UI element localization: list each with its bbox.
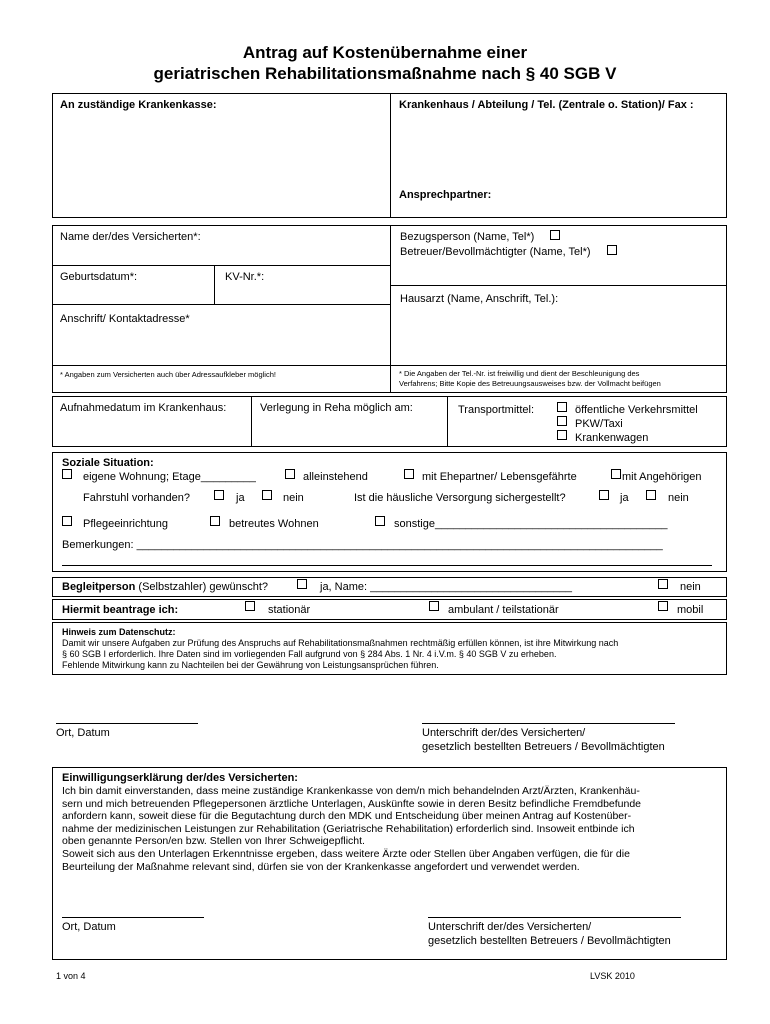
consent-line: oben genannte Person/en bzw. Stellen von Ihrer Schweigepflicht. bbox=[62, 835, 365, 848]
ehepartner-checkbox[interactable] bbox=[404, 469, 414, 479]
begleitperson-ja-label: ja, Name: _________________________________ bbox=[320, 581, 573, 593]
eigene-wohnung-label: eigene Wohnung; Etage_________ bbox=[83, 471, 256, 483]
form-code: LVSK 2010 bbox=[590, 971, 635, 981]
anschrift-label: Anschrift/ Kontaktadresse* bbox=[60, 313, 190, 325]
sonstige-checkbox[interactable] bbox=[375, 516, 385, 526]
unterschrift-label-2: gesetzlich bestellten Betreuers / Bevollmächtigten bbox=[422, 741, 665, 753]
stationaer-label: stationär bbox=[268, 604, 311, 616]
fahrstuhl-nein-checkbox[interactable] bbox=[262, 490, 272, 500]
hausarzt-field[interactable] bbox=[395, 308, 723, 362]
unterschrift-label-2b: gesetzlich bestellten Betreuers / Bevollmächtigten bbox=[428, 935, 671, 947]
divider bbox=[251, 396, 252, 447]
ambulant-checkbox[interactable] bbox=[429, 601, 439, 611]
ambulant-label: ambulant / teilstationär bbox=[448, 604, 559, 616]
bemerkungen-label: Bemerkungen: ______________________________________________________________________________________ bbox=[62, 539, 663, 551]
unterschrift-field[interactable] bbox=[422, 706, 675, 722]
beantrage-label: Hiermit beantrage ich: bbox=[62, 604, 179, 616]
divider bbox=[52, 365, 727, 366]
bezugsperson-checkbox[interactable] bbox=[550, 230, 560, 240]
footnote-right-1: * Die Angaben der Tel.-Nr. ist freiwillig und dient der Beschleunigung des bbox=[399, 369, 640, 378]
pflegeeinrichtung-checkbox[interactable] bbox=[62, 516, 72, 526]
divider bbox=[390, 225, 391, 393]
unterschrift-line bbox=[422, 723, 675, 724]
datenschutz-line2: § 60 SGB I erforderlich. Ihre Daten sind im vorliegenden Fall aufgrund von § 284 Abs. 1 Nr. 4 i.V.m. § 40 SGB V zu erheben. bbox=[62, 649, 557, 659]
ort-datum-field-2[interactable] bbox=[62, 900, 204, 916]
divider bbox=[214, 265, 215, 304]
begleitperson-ja-checkbox[interactable] bbox=[297, 579, 307, 589]
divider bbox=[52, 265, 390, 266]
ort-datum-field[interactable] bbox=[56, 706, 198, 722]
betreutes-wohnen-label: betreutes Wohnen bbox=[229, 518, 319, 530]
krankenwagen-checkbox[interactable] bbox=[557, 430, 567, 440]
stationaer-checkbox[interactable] bbox=[245, 601, 255, 611]
ehepartner-label: mit Ehepartner/ Lebensgefährte bbox=[422, 471, 577, 483]
bemerkungen-field[interactable] bbox=[140, 537, 715, 567]
krankenkasse-field[interactable] bbox=[56, 114, 386, 214]
divider bbox=[390, 285, 727, 286]
pkw-taxi-checkbox[interactable] bbox=[557, 416, 567, 426]
anschrift-field[interactable] bbox=[56, 328, 386, 362]
ort-datum-line bbox=[56, 723, 198, 724]
unterschrift-field-2[interactable] bbox=[428, 900, 681, 916]
consent-line: Soweit sich aus den Unterlagen Erkenntnisse ergeben, dass weitere Ärzte oder Stellen über Angaben verfügen, die für die bbox=[62, 848, 630, 860]
krankenhaus-field[interactable] bbox=[395, 114, 723, 184]
consent-line: Beurteilung der Maßnahme relevant sind, dürfen sie von der Krankenkasse angefordert und verwendet werden. bbox=[62, 860, 580, 873]
form-title-line1: Antrag auf Kostenübernahme einer bbox=[242, 43, 528, 62]
aufnahmedatum-field[interactable] bbox=[56, 417, 248, 444]
sonstige-label: sonstige______________________________________ bbox=[394, 518, 668, 530]
datenschutz-line3: Fehlende Mitwirkung kann zu Nachteilen bei der Gewährung von Leistungsansprüchen führen. bbox=[62, 660, 439, 670]
kvnr-field[interactable] bbox=[218, 285, 386, 302]
ort-datum-line-2 bbox=[62, 917, 204, 918]
ansprechpartner-label: Ansprechpartner: bbox=[399, 189, 492, 201]
krankenhaus-label: Krankenhaus / Abteilung / Tel. (Zentrale o. Station)/ Fax : bbox=[399, 99, 694, 111]
social-heading: Soziale Situation: bbox=[62, 457, 154, 469]
datenschutz-heading: Hinweis zum Datenschutz: bbox=[62, 627, 176, 637]
betreutes-wohnen-checkbox[interactable] bbox=[210, 516, 220, 526]
divider bbox=[390, 93, 391, 218]
page-number: 1 von 4 bbox=[56, 971, 86, 981]
fahrstuhl-label: Fahrstuhl vorhanden? bbox=[83, 492, 191, 504]
pkw-taxi-label: PKW/Taxi bbox=[575, 418, 623, 430]
begleitperson-label: Begleitperson (Selbstzahler) gewünscht? bbox=[62, 581, 269, 593]
krankenwagen-label: Krankenwagen bbox=[575, 432, 649, 444]
bezugsperson-label: Bezugsperson (Name, Tel*) bbox=[400, 231, 535, 243]
verlegung-field[interactable] bbox=[255, 417, 443, 444]
oepnv-label: öffentliche Verkehrsmittel bbox=[575, 404, 698, 416]
geburtsdatum-label: Geburtsdatum*: bbox=[60, 271, 138, 283]
ort-datum-label-2: Ort, Datum bbox=[62, 921, 116, 933]
versorgung-ja-checkbox[interactable] bbox=[599, 490, 609, 500]
kvnr-label: KV-Nr.*: bbox=[225, 271, 265, 283]
eigene-wohnung-checkbox[interactable] bbox=[62, 469, 72, 479]
divider bbox=[447, 396, 448, 447]
verlegung-label: Verlegung in Reha möglich am: bbox=[260, 402, 413, 414]
betreuer-checkbox[interactable] bbox=[607, 245, 617, 255]
consent-line: Ich bin damit einverstanden, dass meine zuständige Krankenkasse von dem/n mich behandelnden Arzt/Ärzten, Krankenhäu- bbox=[62, 785, 640, 797]
versorgung-ja-label: ja bbox=[620, 492, 629, 504]
fahrstuhl-nein-label: nein bbox=[283, 492, 304, 504]
ort-datum-label: Ort, Datum bbox=[56, 727, 110, 739]
alleinstehend-label: alleinstehend bbox=[303, 471, 368, 483]
footnote-right-2: Verfahrens; Bitte Kopie des Betreuungsausweises bzw. der Vollmacht beifügen bbox=[399, 379, 661, 388]
unterschrift-label-1: Unterschrift der/des Versicherten/ bbox=[422, 727, 586, 739]
datenschutz-line1: Damit wir unsere Aufgaben zur Prüfung des Anspruchs auf Rehabilitationsmaßnahmen rechtmäßig erfüllen können, ist ihre Mitwirkung nach bbox=[62, 638, 619, 648]
begleitperson-nein-checkbox[interactable] bbox=[658, 579, 668, 589]
angehoerige-checkbox[interactable] bbox=[611, 469, 621, 479]
versicherter-name-field[interactable] bbox=[56, 245, 386, 263]
betreuer-label: Betreuer/Bevollmächtigter (Name, Tel*) bbox=[400, 246, 591, 258]
consent-line: anfordern kann, soweit diese für die Begutachtung durch den MDK und Entscheidung über meinen Antrag auf Kostenüber- bbox=[62, 810, 632, 823]
geburtsdatum-field[interactable] bbox=[56, 285, 211, 302]
versorgung-label: Ist die häusliche Versorgung sichergestellt? bbox=[354, 492, 566, 504]
mobil-label: mobil bbox=[677, 604, 704, 616]
alleinstehend-checkbox[interactable] bbox=[285, 469, 295, 479]
unterschrift-label-2a: Unterschrift der/des Versicherten/ bbox=[428, 921, 592, 933]
oepnv-checkbox[interactable] bbox=[557, 402, 567, 412]
consent-line: sern und mich betreuenden Pflegepersonen ärztliche Unterlagen, Auskünfte sowie in deren Besitz befindliche Fremdbefunde bbox=[62, 797, 642, 810]
versorgung-nein-checkbox[interactable] bbox=[646, 490, 656, 500]
angehoerige-label: mit Angehörigen bbox=[622, 471, 702, 483]
ansprechpartner-field[interactable] bbox=[500, 186, 722, 214]
divider bbox=[52, 304, 390, 305]
consent-heading: Einwilligungserklärung der/des Versicherten: bbox=[62, 772, 298, 784]
begleitperson-nein-label: nein bbox=[680, 581, 701, 593]
mobil-checkbox[interactable] bbox=[658, 601, 668, 611]
unterschrift-line-2 bbox=[428, 917, 681, 918]
form-title-line2: geriatrischen Rehabilitationsmaßnahme nach § 40 SGB V bbox=[153, 64, 617, 83]
versicherter-name-label: Name der/des Versicherten*: bbox=[60, 231, 201, 243]
aufnahmedatum-label: Aufnahmedatum im Krankenhaus: bbox=[60, 402, 227, 414]
footnote-left: * Angaben zum Versicherten auch über Adressaufkleber möglich! bbox=[60, 370, 276, 379]
fahrstuhl-ja-label: ja bbox=[236, 492, 245, 504]
fahrstuhl-ja-checkbox[interactable] bbox=[214, 490, 224, 500]
pflegeeinrichtung-label: Pflegeeinrichtung bbox=[83, 518, 169, 530]
consent-line: nahme der medizinischen Leistungen zur Rehabilitation (Geriatrische Rehabilitation) erforderlich sind. Insoweit entbinde ich bbox=[62, 822, 635, 835]
versorgung-nein-label: nein bbox=[668, 492, 689, 504]
transportmittel-label: Transportmittel: bbox=[458, 404, 535, 416]
krankenkasse-label: An zuständige Krankenkasse: bbox=[60, 99, 217, 111]
hausarzt-label: Hausarzt (Name, Anschrift, Tel.): bbox=[400, 293, 559, 305]
